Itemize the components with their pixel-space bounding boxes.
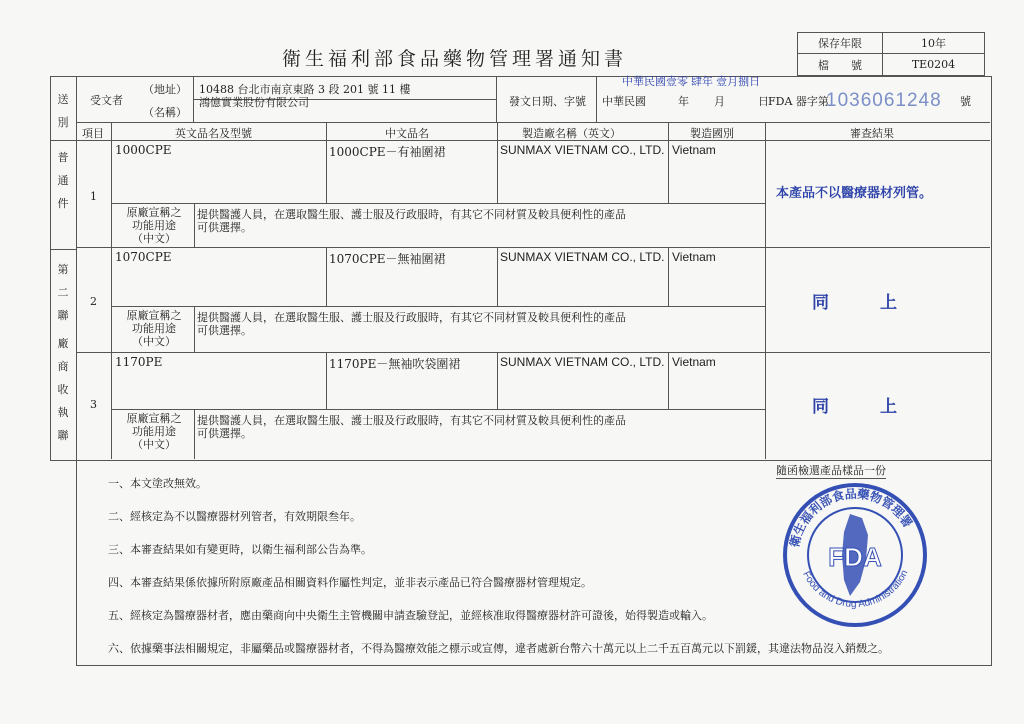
item-3-result: 同 上 [812, 397, 897, 417]
retention-period-label: 保存年限 [818, 37, 862, 50]
file-number-value: TE0204 [911, 58, 956, 71]
note-1: 一、本文塗改無效。 [108, 477, 207, 490]
side-label-delivery: 送別 [57, 93, 69, 129]
sample-return-note: 隨函檢還產品樣品一份 [776, 464, 886, 477]
recipient-name-label: （名稱） [143, 106, 187, 119]
issue-day-unit: 日 [758, 95, 769, 108]
recipient-name: 鴻億實業股份有限公司 [199, 96, 309, 109]
item-2-claim-line2: 可供選擇。 [197, 324, 252, 337]
item-1-result: 本產品不以醫療器材列管。 [776, 186, 933, 201]
issue-date-stamp: 中華民國壹零 肆年 壹月捌日 [622, 76, 761, 88]
recipient-address-label: （地址） [143, 83, 187, 96]
document-title: 衛生福利部食品藥物管理署通知書 [282, 48, 628, 70]
note-3: 三、本審查結果如有變更時，以衛生福利部公告為準。 [108, 543, 372, 556]
fda-seal [780, 480, 930, 630]
note-5: 五、經核定為醫療器材者，應由藥商向中央衛生主管機關申請查驗登記，並經核准取得醫療器材許可證後，始得製造或輸入。 [108, 609, 713, 622]
col-header-country: 製造國別 [690, 127, 734, 140]
note-2: 二、經核定為不以醫療器材列管者，有效期限叁年。 [108, 510, 361, 523]
item-1-country: Vietnam [672, 143, 716, 157]
col-header-result: 審查結果 [850, 127, 894, 140]
item-2-model: 1070CPE [115, 250, 172, 264]
item-1-claim-label: 原廠宣稱之 功能用途 （中文） [126, 206, 182, 245]
seal-bottom-text: Food and Drug Administration [800, 568, 911, 611]
issue-label: 發文日期、字號 [509, 95, 586, 108]
retention-box [797, 32, 985, 76]
issue-month-unit: 月 [714, 95, 725, 108]
item-1-model: 1000CPE [115, 143, 172, 157]
item-2-claim-label: 原廠宣稱之 功能用途 （中文） [126, 309, 182, 348]
issue-date-prefix: 中華民國 [602, 95, 646, 108]
side-label-type: 普通件 [57, 151, 69, 210]
item-3-cn-name: 1170PE－無袖吹袋圍裙 [329, 357, 461, 371]
seal-center-text: FDA [828, 542, 882, 572]
item-3-country: Vietnam [672, 355, 716, 369]
item-2-claim-line1: 提供醫護人員，在選取醫生服、護士服及行政服時，有其它不同材質及較具便利性的產品 [197, 311, 626, 324]
item-1-claim-line1: 提供醫護人員，在選取醫生服、護士服及行政服時，有其它不同材質及較具便利性的產品 [197, 208, 626, 221]
item-3-claim-line1: 提供醫護人員，在選取醫生服、護士服及行政服時，有其它不同材質及較具便利性的產品 [197, 414, 626, 427]
col-header-item: 項目 [82, 127, 104, 140]
col-header-english-name: 英文品名及型號 [175, 127, 252, 140]
item-3-manufacturer: SUNMAX VIETNAM CO., LTD. [500, 355, 665, 369]
item-2-cn-name: 1070CPE－無袖圍裙 [329, 252, 446, 266]
item-1-cn-name: 1000CPE－有袖圍裙 [329, 145, 446, 159]
seal-arc-text: 衛生福利部食品藥物管理署 [787, 486, 915, 549]
file-number-label: 檔 號 [818, 58, 862, 72]
document-number-suffix: 號 [960, 95, 971, 108]
item-3-claim-label: 原廠宣稱之 功能用途 （中文） [126, 412, 182, 451]
side-label-copy: 第二聯 [57, 263, 69, 322]
item-2-no: 2 [90, 295, 97, 308]
item-3-no: 3 [90, 398, 97, 411]
item-3-claim-line2: 可供選擇。 [197, 427, 252, 440]
document-number: 1036061248 [826, 90, 942, 111]
col-header-chinese-name: 中文品名 [385, 127, 429, 140]
item-1-claim-line2: 可供選擇。 [197, 221, 252, 234]
retention-period-value: 10年 [921, 37, 946, 50]
item-1-no: 1 [90, 190, 97, 203]
item-2-result: 同 上 [812, 293, 897, 313]
item-2-manufacturer: SUNMAX VIETNAM CO., LTD. [500, 250, 665, 264]
recipient-label: 受文者 [90, 94, 123, 107]
side-label-holder: 廠商收執聯 [57, 337, 69, 442]
item-2-country: Vietnam [672, 250, 716, 264]
col-header-manufacturer: 製造廠名稱（英文） [522, 127, 621, 140]
item-1-manufacturer: SUNMAX VIETNAM CO., LTD. [500, 143, 665, 157]
item-3-model: 1170PE [115, 355, 163, 369]
recipient-address: 10488 台北市南京東路 3 段 201 號 11 樓 [199, 83, 411, 96]
note-6: 六、依據藥事法相關規定，非屬藥品或醫療器材者，不得為醫療效能之標示或宣傳，違者處新台幣六十萬元以上二千五百萬元以下罰鍰，其違法物品沒入銷燬之。 [108, 642, 889, 655]
note-4: 四、本審查結果係依據所附原廠產品相關資料作屬性判定，並非表示產品已符合醫療器材管理規定。 [108, 576, 592, 589]
fda-word: FDA 器字第 [768, 95, 829, 108]
issue-year-unit: 年 [678, 95, 689, 108]
